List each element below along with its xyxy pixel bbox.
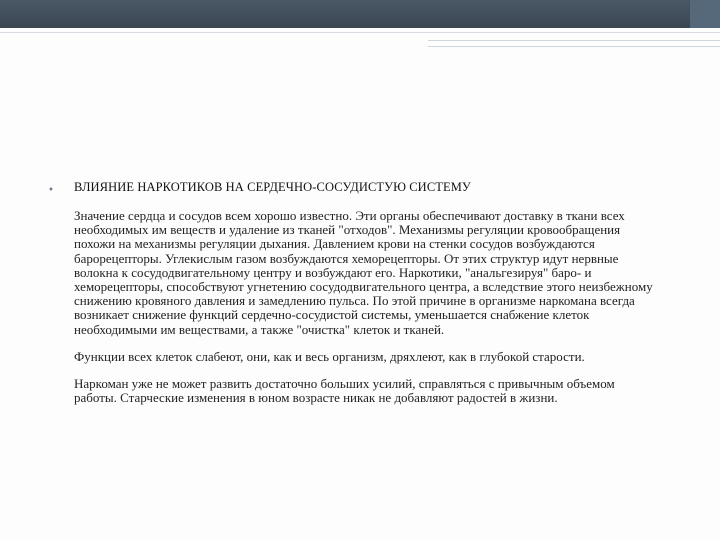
top-bar-accent — [690, 0, 720, 28]
bullet-icon: • — [48, 185, 54, 196]
slide-title: ВЛИЯНИЕ НАРКОТИКОВ НА СЕРДЕЧНО-СОСУДИСТУЮ СИСТЕМУ — [74, 180, 471, 194]
slide-content — [60, 180, 660, 418]
divider-line — [0, 32, 720, 33]
divider-line — [428, 46, 720, 47]
paragraph: Значение сердца и сосудов всем хорошо известно. Эти органы обеспечивают доставку в ткани всех необходимых им веществ и удаление из тканей "отходов". Механизмы регуляции кровообращения похожи на механизмы регуляции дыхания. Давлением крови на стенки сосудов возбуждаются барорецепторы. Углекислым газом возбуждаются хеморецепторы. От этих структур идут нервные волокна к сосудодвигательному центру и возбуждают его. Наркотики, "анальгезируя" баро- и хеморецепторы, способствуют угнетению сосудодвигательного центра, а вследствие этого неизбежному снижению кровяного давления и замедлению пульса. По этой причине в организме наркомана всегда возникает снижение функций сердечно-сосудистой системы, уменьшается снабжение клеток необходимыми им веществами, а также "очистка" клеток и тканей. — [74, 208, 653, 337]
divider-line — [428, 40, 720, 41]
paragraph: Функции всех клеток слабеют, они, как и весь организм, дряхлеют, как в глубокой старости. — [74, 348, 585, 364]
paragraph: Наркоман уже не может развить достаточно больших усилий, справляться с привычным объемом работы. Старческие изменения в юном возрасте никак не добавляют радостей в жизни. — [74, 376, 615, 406]
slide-top-bar — [0, 0, 720, 28]
